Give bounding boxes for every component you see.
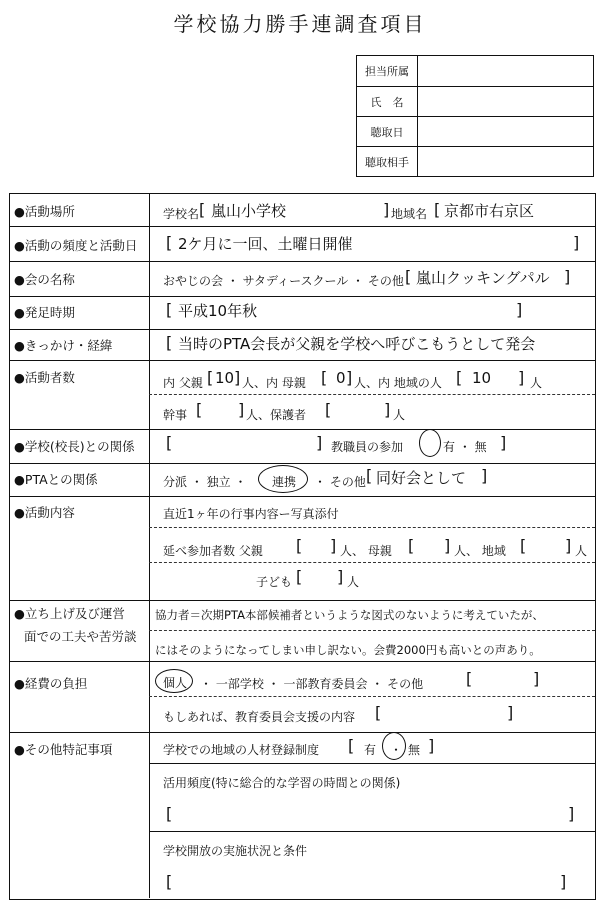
pta-selected[interactable]: 連携 xyxy=(272,475,297,489)
header-row-interviewee xyxy=(357,146,593,176)
staff-participation: 教職員の参加 xyxy=(331,440,404,454)
members-local-value[interactable]: 10 xyxy=(472,369,492,387)
other-line1: 学校での地域の人材登録制度 xyxy=(163,743,320,757)
label-group-name: ●会の名称 xyxy=(14,272,75,287)
label-start: ●発足時期 xyxy=(14,305,75,320)
school-prefix: 学校名 xyxy=(163,207,200,221)
header-row-date xyxy=(357,116,593,146)
label-trigger: ●きっかけ・経緯 xyxy=(14,338,113,353)
other-line2: 活用頻度(特に総合的な学習の時間との関係) xyxy=(163,776,401,790)
staff-yes-no[interactable]: 有 ・ 無 xyxy=(443,440,487,454)
region-name-value[interactable]: 京都市右京区 xyxy=(444,202,535,220)
column-divider xyxy=(149,194,150,898)
yes-circle xyxy=(419,429,441,457)
members-father-value[interactable]: 10 xyxy=(215,369,235,387)
label-frequency: ●活動の頻度と活動日 xyxy=(14,238,138,253)
expenses-selected[interactable]: 個人 xyxy=(163,676,188,690)
region-prefix: 地域名 xyxy=(391,207,428,221)
header-info-table xyxy=(356,55,594,177)
frequency-value[interactable]: 2ケ月に一回、土曜日開催 xyxy=(178,235,353,253)
label-difficulties-2: 面での工夫や苦労談 xyxy=(24,629,137,644)
other-line3: 学校開放の実施状況と条件 xyxy=(163,844,308,858)
label-expenses: ●経費の負担 xyxy=(14,676,88,691)
header-label-date: 聴取日 xyxy=(357,117,418,146)
content-line1: 直近1ヶ年の行事内容ー写真添付 xyxy=(163,507,339,521)
label-pta: ●PTAとの関係 xyxy=(14,472,98,487)
group-name-options: おやじの会 ・ サタディースクール ・ その他 xyxy=(163,274,404,288)
label-principal: ●学校(校長)との関係 xyxy=(14,439,135,454)
difficulties-text-1: 協力者＝次期PTA本部候補者というような図式のないように考えていたが、 xyxy=(155,608,544,622)
label-location: ●活動場所 xyxy=(14,204,75,219)
header-row-department xyxy=(357,56,593,86)
expenses-line2: もしあれば、教育委員会支援の内容 xyxy=(163,710,356,724)
start-value[interactable]: 平成10年秋 xyxy=(178,302,258,320)
label-members: ●活動者数 xyxy=(14,370,75,385)
header-label-department: 担当所属 xyxy=(357,56,418,86)
members-mother-value[interactable]: 0 xyxy=(336,369,346,387)
school-name-value[interactable]: 嵐山小学校 xyxy=(211,202,287,220)
header-row-name xyxy=(357,86,593,116)
label-difficulties-1: ●立ち上げ及び運営 xyxy=(14,606,125,621)
label-content: ●活動内容 xyxy=(14,505,75,520)
group-name-value[interactable]: 嵐山クッキングパル xyxy=(416,269,550,287)
difficulties-text-2: にはそのようになってしまい申し訳ない。会費2000円も高いとの声あり。 xyxy=(155,643,541,657)
header-label-name: 氏 名 xyxy=(357,87,418,116)
pta-other-value[interactable]: 同好会として xyxy=(376,469,467,487)
label-other: ●その他特記事項 xyxy=(14,742,113,757)
survey-form xyxy=(9,193,596,900)
header-label-interviewee: 聴取相手 xyxy=(357,147,418,176)
trigger-value[interactable]: 当時のPTA会長が父親を学校へ呼びこもうとして発会 xyxy=(178,335,536,353)
page-title: 学校協力勝手連調査項目 xyxy=(173,12,427,36)
